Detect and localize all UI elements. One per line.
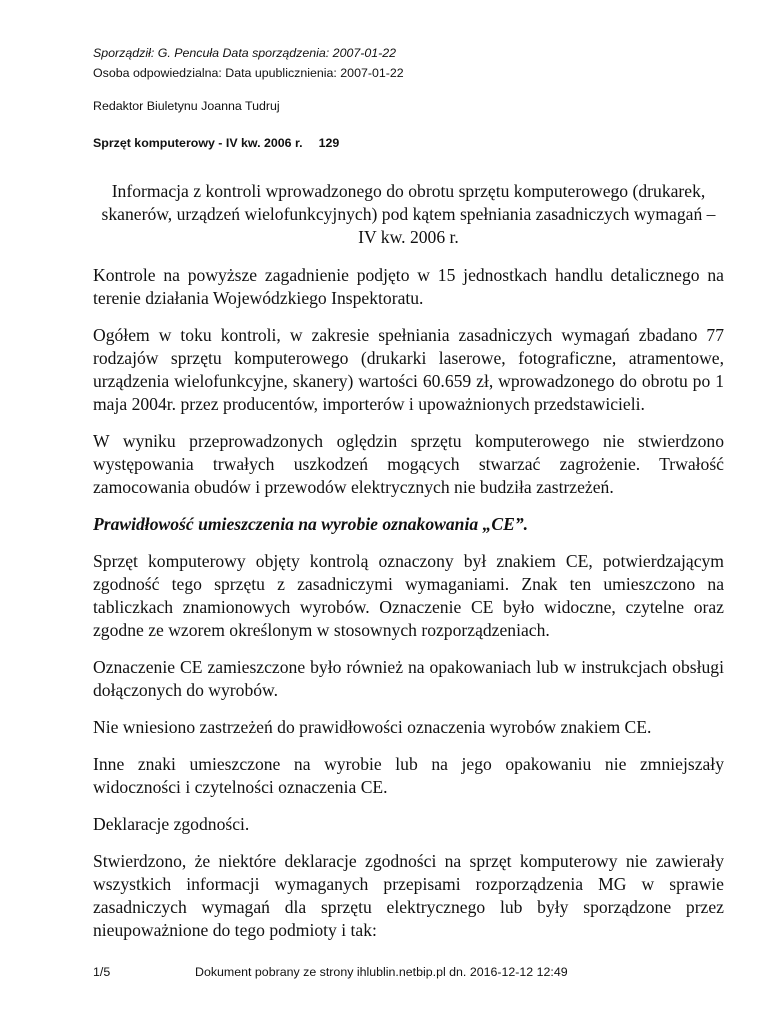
declarations-heading: Deklaracje zgodności. [93, 814, 250, 834]
paragraph-no-objections: Nie wniesiono zastrzeżeń do prawidłowości oznaczenia wyrobów znakiem CE. [93, 717, 652, 737]
prepared-by-line: Sporządził: G. Pencuła Data sporządzenia: 2007-01-22 [93, 46, 397, 60]
paragraph-ce-marking: Sprzęt komputerowy objęty kontrolą oznaczony był znakiem CE, potwierdzającym zgodność tego sprzętu z zasadniczymi wymaganiami. Znak ten umieszczono na tabliczkach znamionowych wyrobów. Oznaczenie CE było widoczne, czytelne oraz zgodne ze wzorem określonym w stosownych rozporządzeniach. [93, 551, 724, 640]
paragraph-declarations: Stwierdzono, że niektóre deklaracje zgodności na sprzęt komputerowy nie zawierały wszystkich informacji wymaganych przepisami rozporządzenia MG w sprawie zasadniczych wymagań dla sprzętu elektrycznego lub były sporządzone przez nieupoważnione do tego podmioty i tak: [93, 851, 724, 940]
bulletin-editor-line: Redaktor Biuletynu Joanna Tudruj [93, 99, 280, 113]
section-number: 129 [318, 136, 340, 150]
paragraph-ce-packaging: Oznaczenie CE zamieszczone było również na opakowaniach lub w instrukcjach obsługi dołączonych do wyrobów. [93, 657, 724, 700]
download-source: Dokument pobrany ze strony ihlublin.netbip.pl dn. 2016-12-12 12:49 [195, 965, 568, 979]
section-title: Sprzęt komputerowy - IV kw. 2006 r. [93, 136, 303, 150]
paragraph-inspections: Kontrole na powyższe zagadnienie podjęto w 15 jednostkach handlu detalicznego na terenie działania Wojewódzkiego Inspektoratu. [93, 265, 724, 308]
paragraph-inspection-results: W wyniku przeprowadzonych oględzin sprzętu komputerowego nie stwierdzono występowania trwałych uszkodzeń mogących stwarzać zagrożenie. Trwałość zamocowania obudów i przewodów elektrycznych nie budziła zastrzeżeń. [93, 431, 724, 497]
document-title: Informacja z kontroli wprowadzonego do obrotu sprzętu komputerowego (drukarek, skanerów, urządzeń wielofunkcyjnych) pod kątem spełniania zasadniczych wymagań – IV kw. 2006 r. [101, 181, 716, 247]
paragraph-scope: Ogółem w toku kontroli, w zakresie spełniania zasadniczych wymagań zbadano 77 rodzajów sprzętu komputerowego (drukarki laserowe, fotograficzne, atramentowe, urządzenia wielofunkcyjne, skanery) wartości 60.659 zł, wprowadzonego do obrotu po 1 maja 2004r. przez producentów, importerów i upoważnionych przedstawicieli. [93, 325, 724, 414]
page-number: 1/5 [93, 965, 111, 979]
ce-marking-heading: Prawidłowość umieszczenia na wyrobie oznakowania „CE”. [93, 514, 529, 534]
responsible-person-line: Osoba odpowiedzialna: Data upublicznienia: 2007-01-22 [93, 66, 404, 80]
section-heading [93, 136, 339, 151]
document-body [93, 180, 724, 956]
paragraph-other-marks: Inne znaki umieszczone na wyrobie lub na jego opakowaniu nie zmniejszały widoczności i czytelności oznaczenia CE. [93, 754, 724, 797]
